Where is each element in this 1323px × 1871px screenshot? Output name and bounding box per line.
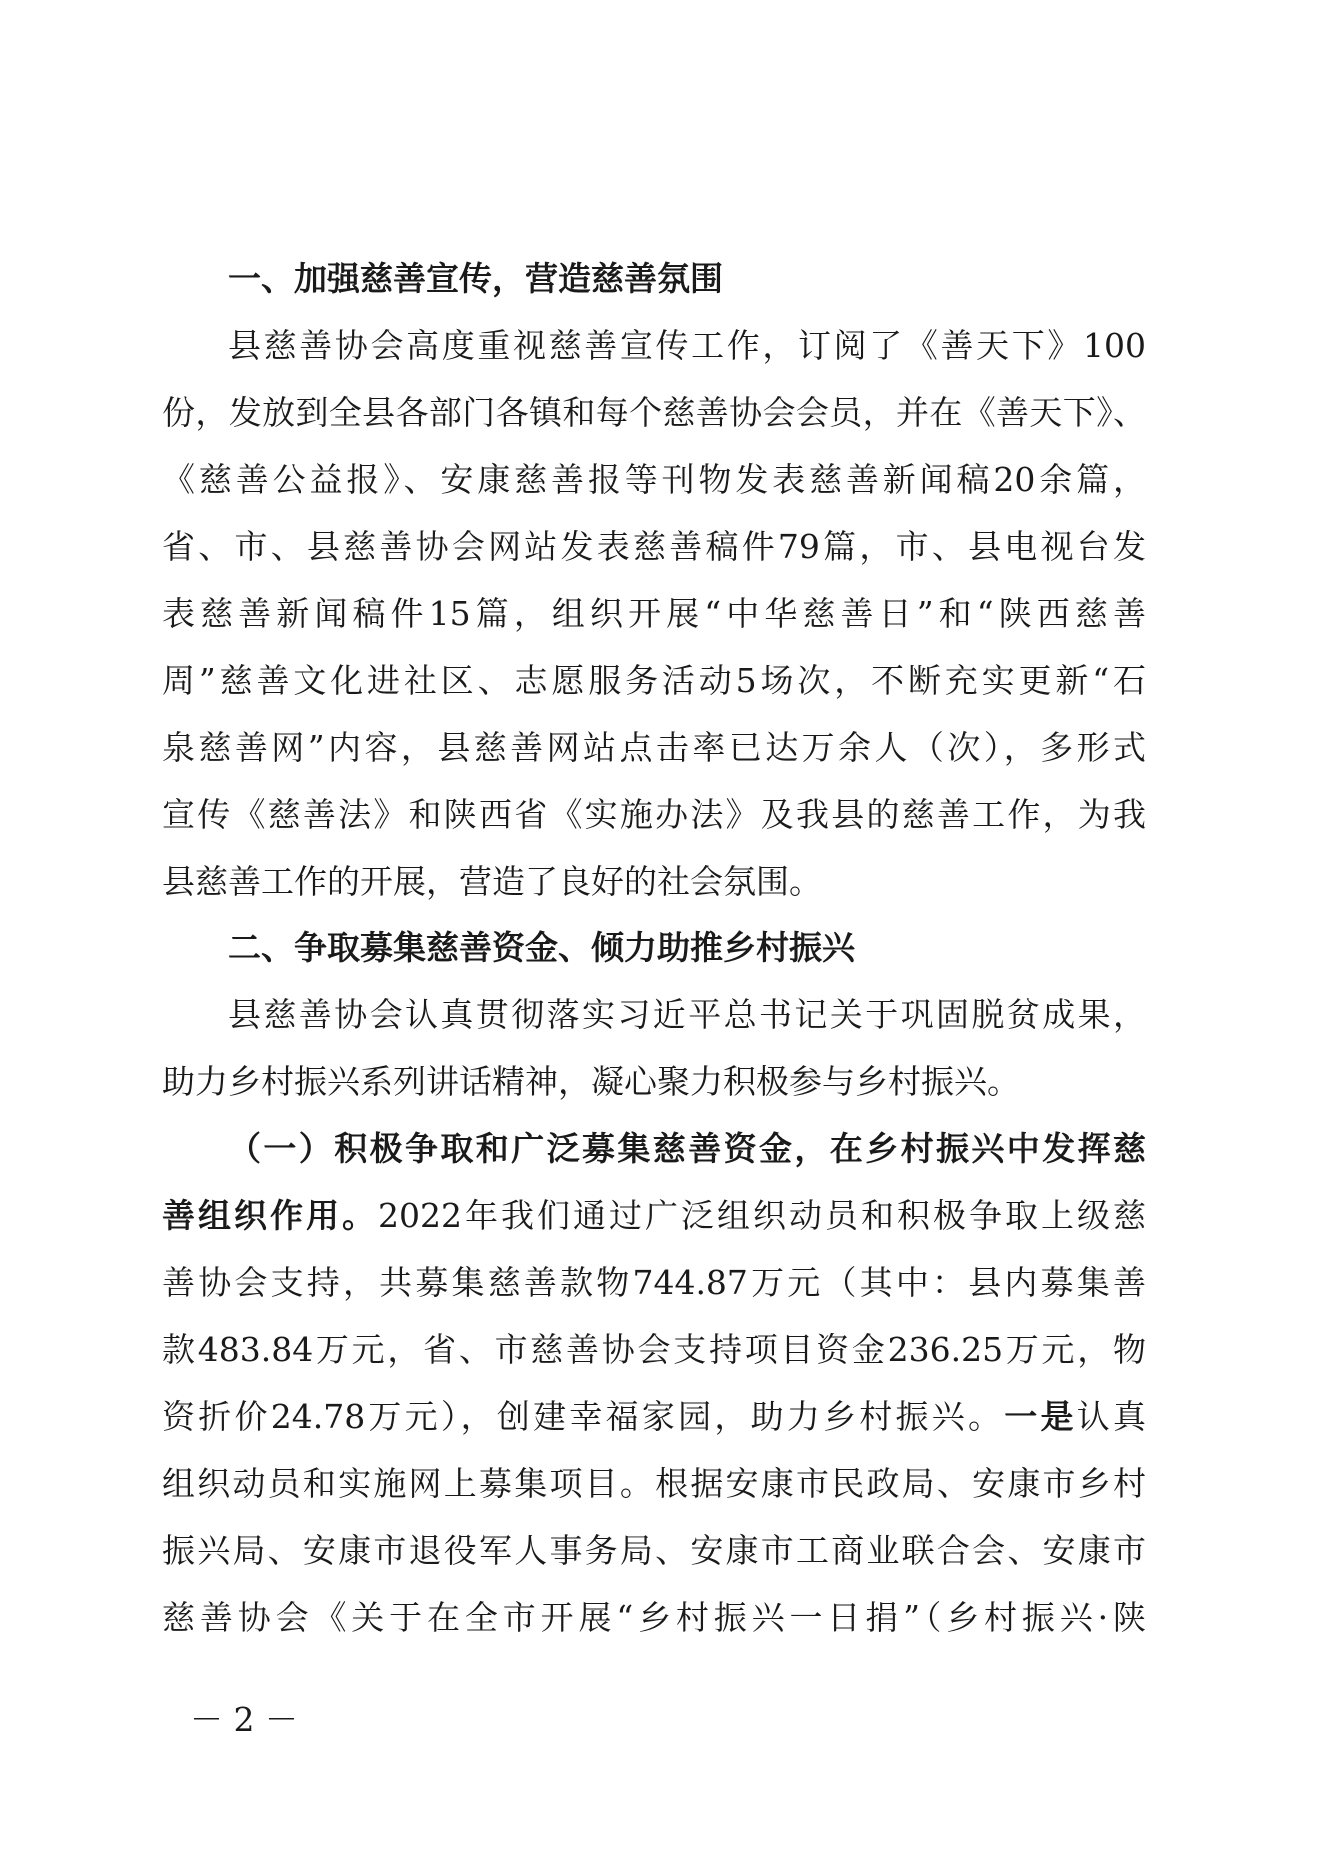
text-line: 组织动员和实施网上募集项目。根据安康市民政局、安康市乡村 — [162, 1464, 1146, 1503]
text-line: 助力乡村振兴系列讲话精神，凝心聚力积极参与乡村振兴。 — [162, 1062, 1020, 1101]
subsection-title-end: 善组织作用。 — [162, 1196, 379, 1235]
text-segment: 认真 — [1076, 1397, 1147, 1436]
text-line: 省、市、县慈善协会网站发表慈善稿件79篇，市、县电视台发 — [162, 527, 1146, 566]
text-line: 县慈善协会高度重视慈善宣传工作，订阅了《善天下》100 — [228, 326, 1146, 365]
text-line: 慈善协会《关于在全市开展“乡村振兴一日捐”（乡村振兴·陕 — [162, 1598, 1146, 1637]
section-heading-2: 二、争取募集慈善资金、倾力助推乡村振兴 — [228, 928, 855, 967]
text-line: 县慈善协会认真贯彻落实习近平总书记关于巩固脱贫成果， — [228, 995, 1146, 1034]
text-line: 县慈善工作的开展，营造了良好的社会氛围。 — [162, 862, 822, 901]
text-segment: 2022年我们通过广泛组织动员和积极争取上级慈 — [378, 1196, 1147, 1235]
text-line: 表慈善新闻稿件15篇，组织开展“中华慈善日”和“陕西慈善 — [162, 594, 1146, 633]
text-line: 款483.84万元，省、市慈善协会支持项目资金236.25万元，物 — [162, 1330, 1146, 1369]
page-number: － 2 － — [190, 1700, 298, 1739]
subsection-1-paragraph — [162, 1115, 1146, 1651]
text-line: 周”慈善文化进社区、志愿服务活动5场次，不断充实更新“石 — [162, 661, 1146, 700]
text-line: 泉慈善网”内容，县慈善网站点击率已达万余人（次），多形式 — [162, 728, 1146, 767]
section-2-intro-paragraph — [162, 981, 1146, 1115]
subsection-title-line: （一）积极争取和广泛募集慈善资金，在乡村振兴中发挥慈 — [228, 1129, 1146, 1168]
text-segment: 资折价24.78万元），创建幸福家园，助力乡村振兴。 — [162, 1397, 1005, 1436]
document-body — [162, 246, 1146, 1651]
section-heading-1: 一、加强慈善宣传，营造慈善氛围 — [228, 259, 723, 298]
emphasis-first: 一是 — [1004, 1397, 1077, 1436]
text-line — [162, 1383, 1146, 1450]
text-line: 宣传《慈善法》和陕西省《实施办法》及我县的慈善工作，为我 — [162, 795, 1146, 834]
text-line: 份，发放到全县各部门各镇和每个慈善协会会员，并在《善天下》、 — [162, 393, 1146, 432]
text-line: 《慈善公益报》、安康慈善报等刊物发表慈善新闻稿20余篇， — [162, 460, 1146, 499]
text-line: 振兴局、安康市退役军人事务局、安康市工商业联合会、安康市 — [162, 1531, 1146, 1570]
section-1-paragraph — [162, 312, 1146, 915]
text-line — [162, 1182, 1146, 1249]
text-line: 善协会支持，共募集慈善款物744.87万元（其中：县内募集善 — [162, 1263, 1146, 1302]
